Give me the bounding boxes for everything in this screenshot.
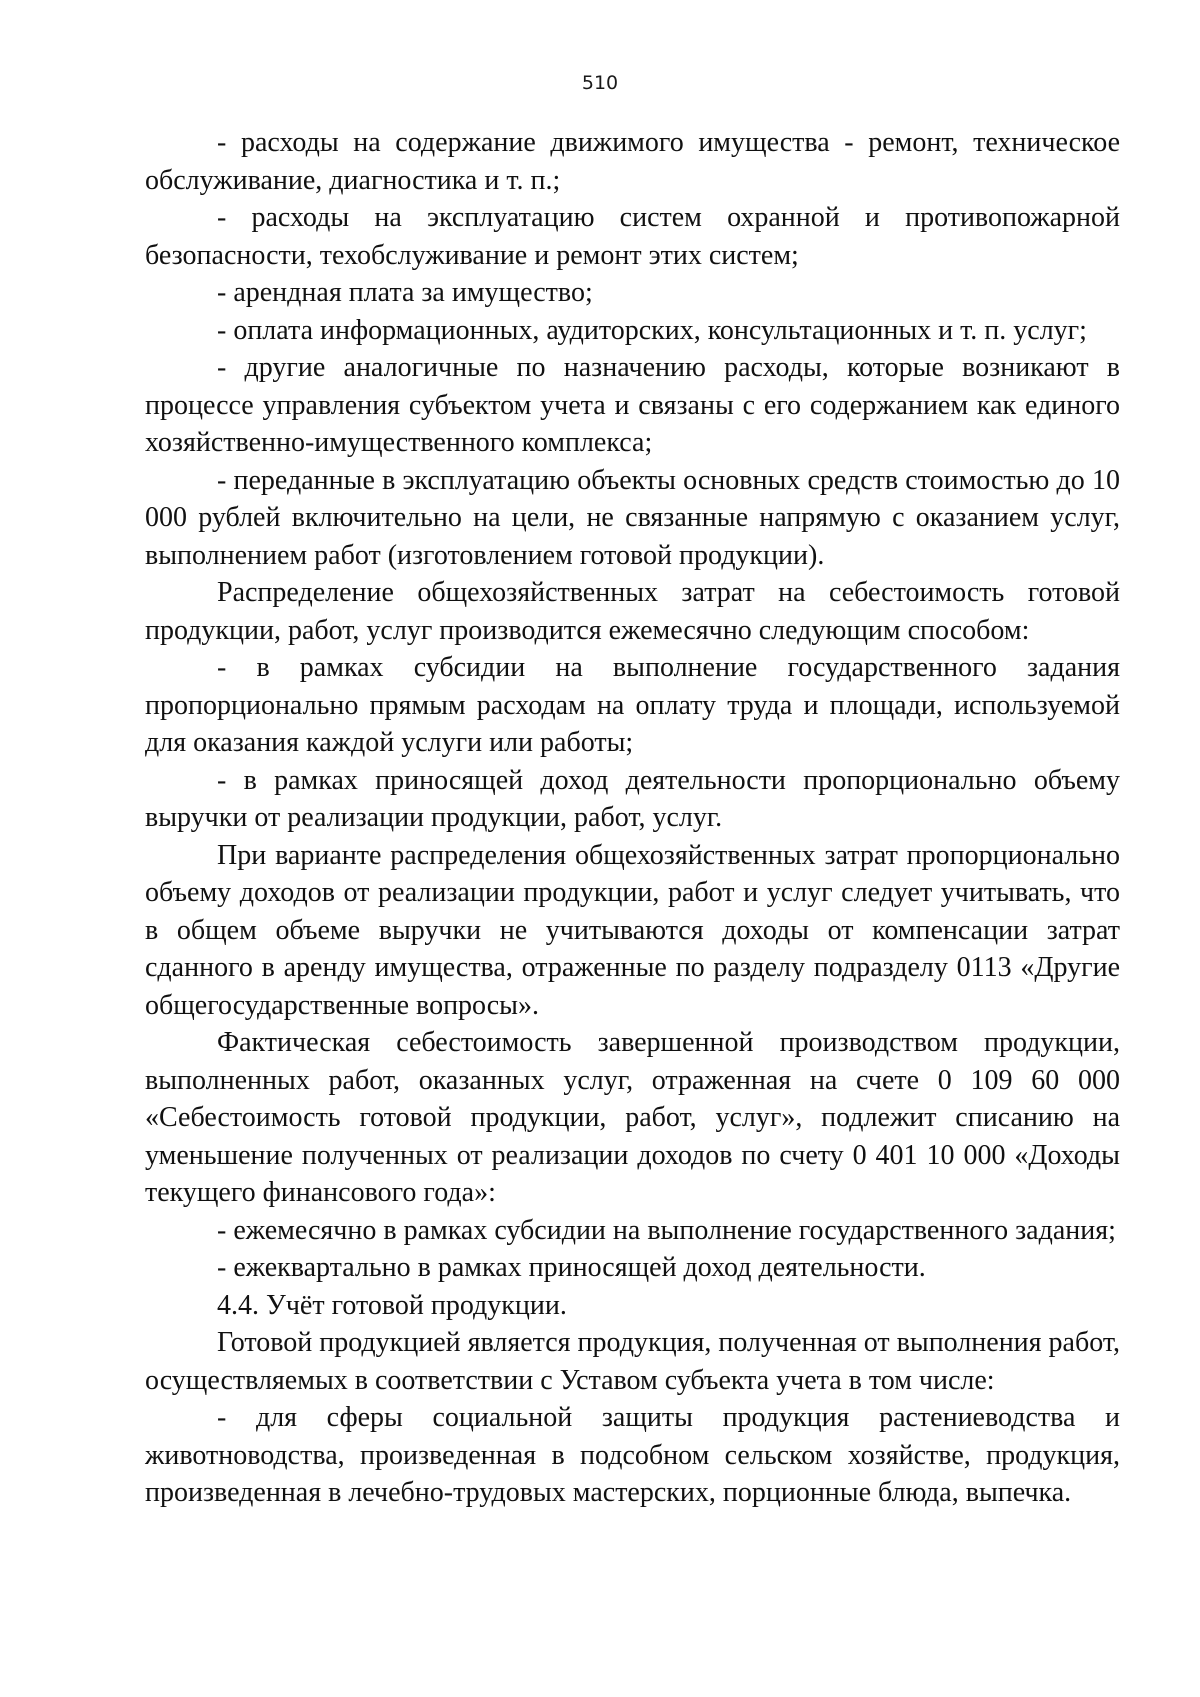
paragraph-income-activity-distribution: - в рамках приносящей доход деятельности пропорционально объему выручки от реализации продукции, работ, услуг. xyxy=(145,764,1120,833)
page-number: 510 xyxy=(581,72,619,94)
paragraph-distribution-variant: При варианте распределения общехозяйственных затрат пропорционально объему доходов от реализации продукции, работ и услуг следует учитывать, что в общем объеме выручки не учитываются доходы от компенсации затрат сданного в аренду имущества, отраженные по разделу подразделу 0113 «Другие общегосударственные вопросы». xyxy=(145,839,1120,1021)
paragraph-monthly-writeoff: - ежемесячно в рамках субсидии на выполнение государственного задания; xyxy=(217,1214,1116,1246)
document-body xyxy=(145,124,1120,1512)
paragraph-movable-property-costs: - расходы на содержание движимого имущества - ремонт, техническое обслуживание, диагностика и т. п.; xyxy=(145,127,1120,196)
paragraph-quarterly-writeoff: - ежеквартально в рамках приносящей доход деятельности. xyxy=(217,1252,926,1283)
paragraph-security-systems-costs: - расходы на эксплуатацию систем охранной и противопожарной безопасности, техобслуживание и ремонт этих систем; xyxy=(145,202,1120,271)
paragraph-fixed-assets-under-10000: - переданные в эксплуатацию объекты основных средств стоимостью до 10 000 рублей включительно на цели, не связанные напрямую с оказанием услуг, выполнением работ (изготовлением готовой продукции). xyxy=(145,464,1120,571)
paragraph-consulting-services: - оплата информационных, аудиторских, консультационных и т. п. услуг; xyxy=(217,314,1087,346)
paragraph-overhead-distribution: Распределение общехозяйственных затрат на себестоимость готовой продукции, работ, услуг производится ежемесячно следующим способом: xyxy=(145,577,1120,646)
paragraph-finished-products-definition: Готовой продукцией является продукция, полученная от выполнения работ, осуществляемых в соответствии с Уставом субъекта учета в том числе: xyxy=(145,1327,1120,1396)
section-heading-finished-products: 4.4. Учёт готовой продукции. xyxy=(217,1289,567,1321)
paragraph-rent: - арендная плата за имущество; xyxy=(217,277,593,308)
paragraph-actual-cost-writeoff: Фактическая себестоимость завершенной производством продукции, выполненных работ, оказанных услуг, отраженная на счете 0 109 60 000 «Себестоимость готовой продукции, работ, услуг», подлежит списанию на уменьшение полученных от реализации доходов по счету 0 401 10 000 «Доходы текущего финансового года»: xyxy=(145,1027,1120,1208)
paragraph-social-protection-products: - для сферы социальной защиты продукция растениеводства и животноводства, произведенная в подсобном сельском хозяйстве, продукция, произведенная в лечебно-трудовых мастерских, порционные блюда, выпечка. xyxy=(145,1402,1120,1508)
paragraph-other-similar-costs: - другие аналогичные по назначению расходы, которые возникают в процессе управления субъектом учета и связаны с его содержанием как единого хозяйственно-имущественного комплекса; xyxy=(145,352,1120,458)
paragraph-subsidy-distribution: - в рамках субсидии на выполнение государственного задания пропорционально прямым расходам на оплату труда и площади, используемой для оказания каждой услуги или работы; xyxy=(145,652,1120,758)
